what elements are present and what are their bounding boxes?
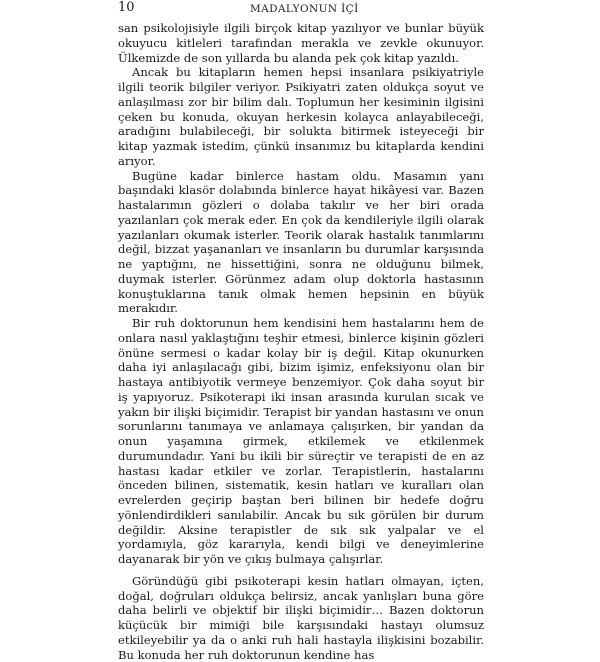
paragraph-continued: san psikolojisiyle ilgili birçok kitap yazılıyor ve bunlar büyük okuyucu kitleleri tarafından merakla ve zevkle okunuyor. Ülkemizde de son yıllarda bu alanda pek çok kitap yazıldı. xyxy=(118,21,484,65)
running-title: MADALYONUN İÇİ xyxy=(250,3,359,15)
paragraph: Bir ruh doktorunun hem kendisini hem hastalarını hem de onlara nasıl yaklaştığını teşhir etmesi, binlerce kişinin gözleri önüne sermesi o kadar kolay bir iş değil. Kitap okunurken daha iyi anlaşılacağı gibi, bizim işimiz, enfeksiyonu olan bir hastaya antibiyotik vermeye benzemiyor. Çok daha soyut bir iş yapıyoruz. Psikoterapi iki insan arasında kurulan sıcak ve yakın bir ilişki biçimidir. Terapist bir yandan hastasını ve onun sorunlarını tanımaya ve anlamaya çalışırken, bir yandan da onun yaşamına girmek, etkilemek ve etkilenmek durumundadır. Yani bu ikili bir süreçtir ve terapisti de en az hastası kadar etkiler ve zorlar. Terapistlerin, hastalarını önceden bilinen, sistematik, kesin hatları ve kuralları olan evrelerden geçirip baştan beri bilinen bir hedefe doğru yönlendirdikleri sanılabilir. Ancak bu sık görülen bir durum değildir. Aksine terapistler de sık sık yalpalar ve el yordamıyla, göz kararıyla, kendi bilgi ve deneyimlerine dayanarak bir yön ve çıkış bulmaya çalışırlar. xyxy=(118,316,484,566)
body-text xyxy=(118,21,484,662)
paragraph: Ancak bu kitapların hemen hepsi insanlara psikiyatriyle ilgili teorik bilgiler veriyor. Psikiyatri zaten oldukça soyut ve anlaşılması zor bir bilim dalı. Toplumun her kesiminin ilgisini çeken bu konuda, okuyan herkesin kolayca anlayabileceği, aradığını bulabileceği, bir solukta bitirmek isteyeceği bir kitap yazmak istedim, çünkü insanımız bu kitaplarda kendini arıyor. xyxy=(118,65,484,168)
page-header xyxy=(118,0,484,18)
page-number: 10 xyxy=(118,0,135,15)
paragraph: Göründüğü gibi psikoterapi kesin hatları olmayan, içten, doğal, doğruları oldukça belirsiz, ancak yanlışları buna göre daha belirli ve objektif bir ilişki biçimidir… Bazen doktorun küçücük bir mimiği bile karşısındaki hastayı olumsuz etkileyebilir ya da o anki ruh hali hastayla ilişkisini bozabilir. Bu konuda her ruh doktorunun kendine has xyxy=(118,573,484,662)
book-page xyxy=(118,0,484,662)
paragraph: Bugüne kadar binlerce hastam oldu. Masamın yanı başındaki klasör dolabında binlerce hayat hikâyesi var. Bazen hastalarımın gözleri o dolaba takılır ve her biri orada yazılanları çok merak eder. En çok da kendileriyle ilgili olarak yazılanları okumak isterler. Teorik olarak hastalık tanımlarını değil, bizzat yaşananları ve insanların bu durumlar karşısında ne yaptığını, ne hissettiğini, sonra ne olduğunu bilmek, duymak isterler. Görünmez adam olup doktorla hastasının konuştuklarına tanık olmak hemen hepsinin en büyük merakıdır. xyxy=(118,168,484,316)
